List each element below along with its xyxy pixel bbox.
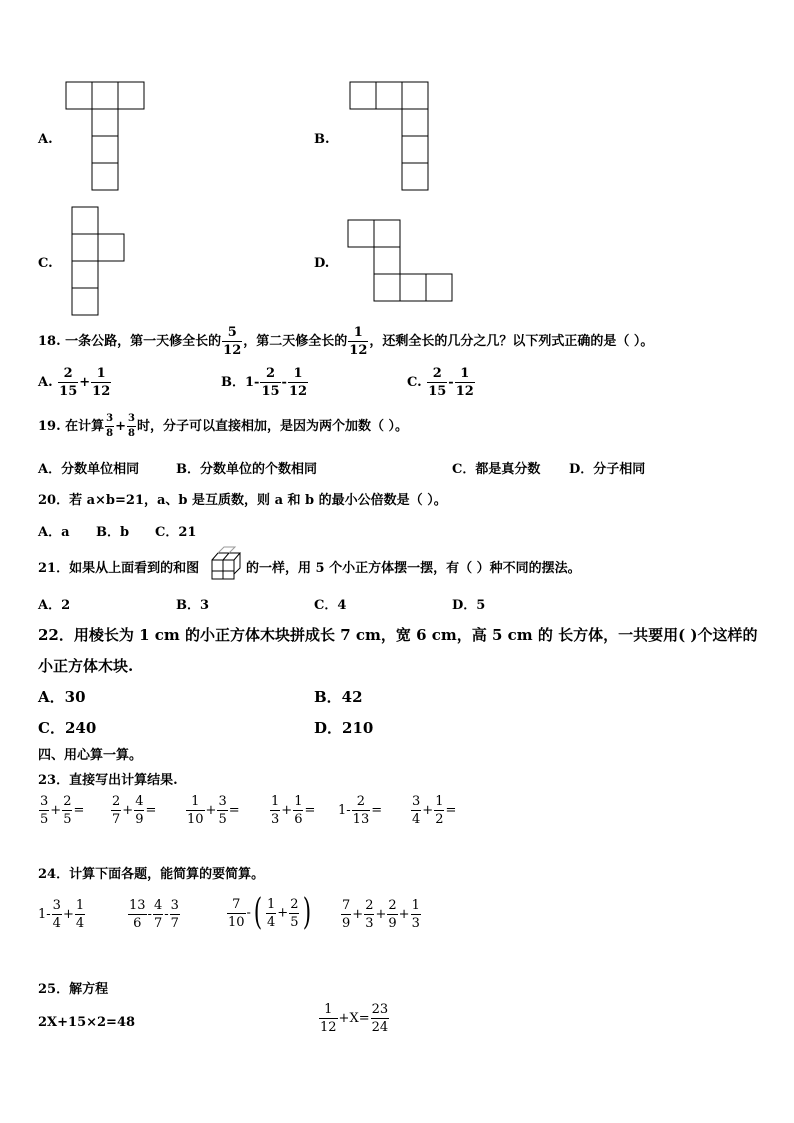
- q24-expr-3: $\frac{7}{10}$ -( $\frac{1}{4}$ + $\frac{2}{5}$ ): [228, 892, 312, 933]
- q22-option-a[interactable]: A．30: [38, 688, 86, 706]
- option-b-label: B.: [314, 132, 330, 147]
- question-22-line1: 22．用棱长为 1 cm 的小正方体木块拼成长 7 cm，宽 6 cm，高 5 cm 的 长方体，一共要用( )个这样的: [38, 626, 758, 644]
- question-20: 20．若 a×b=21，a、b 是互质数，则 a 和 b 的最小公倍数是（ ）。: [38, 493, 447, 508]
- option-c-label: C.: [38, 256, 53, 271]
- option-a-label: A.: [38, 132, 53, 147]
- q23-expr-2: $\frac{2}{7}$ + $\frac{4}{9}$ =: [112, 794, 157, 827]
- question-21-part2: 的一样，用 5 个小正方体摆一摆，有（ ）种不同的摆法。: [246, 561, 581, 576]
- q24-expr-2: $\frac{13}{6}$ - $\frac{4}{7}$ - $\frac{3}{7}$: [129, 898, 179, 931]
- cubes-top-view-icon: [208, 546, 246, 580]
- question-24-title: 24．计算下面各题，能简算的要简算。: [38, 867, 265, 882]
- q19-option-d[interactable]: D．分子相同: [569, 462, 646, 477]
- net-figure-d: [346, 218, 458, 306]
- q20-option-a[interactable]: A．a: [38, 525, 70, 540]
- q18-option-c[interactable]: C. $\frac{2}{15}$ - $\frac{1}{12}$: [407, 366, 474, 399]
- q23-expr-3: $\frac{1}{10}$ + $\frac{3}{5}$ =: [187, 794, 240, 827]
- equation-1: 2X+15×2=48: [38, 1015, 136, 1030]
- q24-expr-1: 1- $\frac{3}{4}$ + $\frac{1}{4}$: [38, 898, 85, 931]
- net-figure-a: [64, 80, 148, 196]
- q23-expr-4: $\frac{1}{3}$ + $\frac{1}{6}$ =: [271, 794, 316, 827]
- question-25-title: 25．解方程: [38, 982, 109, 997]
- q22-option-b[interactable]: B．42: [314, 688, 363, 706]
- equation-2: $\frac{1}{12}$ +X= $\frac{23}{24}$: [320, 1002, 389, 1035]
- net-figure-c: [70, 205, 130, 321]
- question-23-title: 23．直接写出计算结果.: [38, 773, 178, 788]
- q19-option-b[interactable]: B．分数单位的个数相同: [176, 462, 317, 477]
- question-18: 18. 一条公路，第一天修全长的 $\frac{5}{12}$ ，第二天修全长的 $\frac{1}{12}$ ，还剩全长的几分之几？以下列式正确的是（ ）。: [38, 325, 654, 358]
- net-figure-b: [348, 80, 434, 196]
- q23-expr-6: $\frac{3}{4}$ + $\frac{1}{2}$ =: [412, 794, 457, 827]
- q22-option-c[interactable]: C．240: [38, 719, 97, 737]
- q24-expr-4: $\frac{7}{9}$ + $\frac{2}{3}$ + $\frac{2}{9}$ + $\frac{1}{3}$: [342, 898, 420, 931]
- q21-option-b[interactable]: B．3: [176, 598, 210, 613]
- question-19: 19. 在计算 $\frac{3}{8}$ + $\frac{3}{8}$ 时，分子可以直接相加，是因为两个加数（ ）。: [38, 413, 409, 439]
- q21-option-c[interactable]: C．4: [314, 598, 347, 613]
- q23-expr-5: 1- $\frac{2}{13}$ =: [338, 794, 383, 827]
- q18-option-b[interactable]: B．1- $\frac{2}{15}$ - $\frac{1}{12}$: [221, 366, 308, 399]
- q23-expr-1: $\frac{3}{5}$ + $\frac{2}{5}$ =: [40, 794, 85, 827]
- q20-option-b[interactable]: B．b: [96, 525, 130, 540]
- section-heading: 四、用心算一算。: [38, 748, 143, 763]
- option-d-label: D.: [314, 256, 330, 271]
- q21-option-a[interactable]: A．2: [38, 598, 71, 613]
- q22-option-d[interactable]: D．210: [314, 719, 374, 737]
- q20-option-c[interactable]: C．21: [155, 525, 197, 540]
- q19-option-a[interactable]: A．分数单位相同: [38, 462, 140, 477]
- q21-option-d[interactable]: D．5: [452, 598, 486, 613]
- question-21-part1: 21．如果从上面看到的和图: [38, 561, 200, 576]
- q19-option-c[interactable]: C．都是真分数: [452, 462, 541, 477]
- question-22-line2: 小正方体木块.: [38, 657, 134, 675]
- q18-option-a[interactable]: A. $\frac{2}{15}$ + $\frac{1}{12}$: [38, 366, 111, 399]
